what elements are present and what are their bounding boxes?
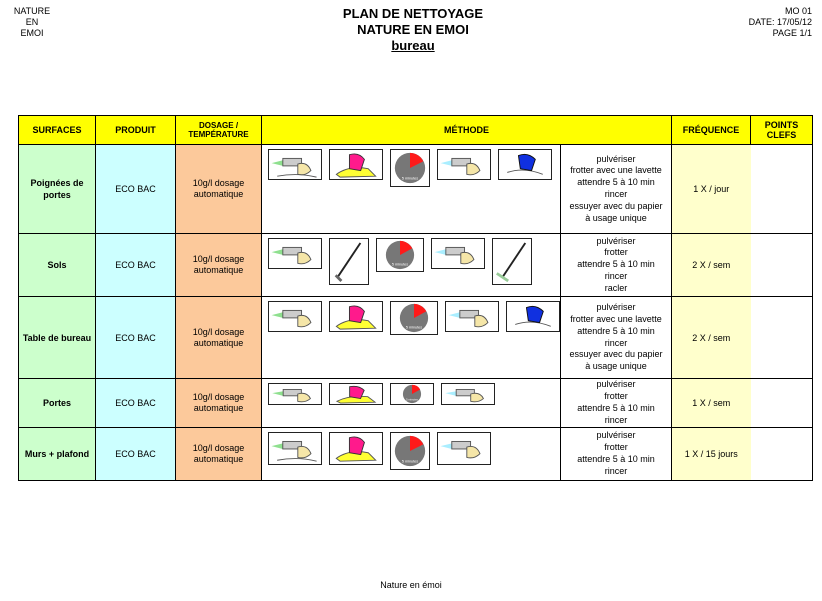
method-text bbox=[561, 234, 672, 297]
method-step: frotter bbox=[604, 442, 628, 453]
col-points: POINTS CLEFS bbox=[751, 116, 813, 145]
method-step: rincer bbox=[604, 337, 628, 348]
table-row bbox=[19, 428, 813, 481]
surface-cell: Murs + plafond bbox=[19, 428, 96, 481]
wipe-cloth-icon bbox=[329, 383, 383, 405]
product-cell: ECO BAC bbox=[96, 297, 176, 379]
company-line: EN bbox=[25, 17, 39, 27]
doc-page: PAGE 1/1 bbox=[772, 28, 812, 38]
method-text bbox=[561, 297, 672, 379]
method-text bbox=[561, 379, 672, 428]
doc-ref: MO 01 bbox=[784, 6, 812, 16]
title-line-3: bureau bbox=[391, 38, 435, 53]
product-cell: ECO BAC bbox=[96, 145, 176, 234]
company-line: EMOI bbox=[20, 28, 44, 38]
spray-icon bbox=[268, 432, 322, 465]
product-cell: ECO BAC bbox=[96, 379, 176, 428]
rinse-icon bbox=[431, 238, 485, 269]
surface-cell: Sols bbox=[19, 234, 96, 297]
method-step: frotter bbox=[604, 391, 628, 402]
timer-icon bbox=[390, 432, 430, 470]
col-dosage: DOSAGE / TEMPÉRATURE bbox=[176, 116, 262, 145]
method-icons bbox=[262, 297, 561, 379]
table-header-row bbox=[19, 116, 813, 145]
key-points-cell bbox=[751, 379, 813, 428]
method-icons bbox=[262, 379, 561, 428]
method-step: attendre 5 à 10 min bbox=[577, 325, 655, 336]
dosage-cell: 10g/l dosage automatique bbox=[176, 145, 262, 234]
key-points-cell bbox=[751, 428, 813, 481]
spray-icon bbox=[268, 301, 322, 332]
method-step: frotter avec une lavette bbox=[570, 313, 662, 324]
table-row bbox=[19, 297, 813, 379]
dosage-cell: 10g/l dosage automatique bbox=[176, 297, 262, 379]
company-line: NATURE bbox=[13, 6, 51, 16]
method-step: rincer bbox=[604, 189, 628, 199]
method-step: à usage unique bbox=[585, 361, 647, 372]
timer-icon bbox=[390, 383, 434, 405]
document-meta bbox=[749, 6, 812, 39]
squeegee-icon bbox=[492, 238, 532, 285]
spray-icon bbox=[268, 238, 322, 269]
method-step: essuyer avec du papier bbox=[569, 200, 663, 211]
spray-icon bbox=[268, 383, 322, 405]
table-row bbox=[19, 379, 813, 428]
col-produit: PRODUIT bbox=[96, 116, 176, 145]
surface-cell: Portes bbox=[19, 379, 96, 428]
dosage-cell: 10g/l dosage automatique bbox=[176, 234, 262, 297]
method-step: pulvériser bbox=[596, 302, 636, 313]
timer-icon bbox=[390, 149, 430, 187]
product-cell: ECO BAC bbox=[96, 428, 176, 481]
dosage-cell: 10g/l dosage automatique bbox=[176, 379, 262, 428]
title-line-2: NATURE EN EMOI bbox=[357, 22, 469, 37]
dosage-cell: 10g/l dosage automatique bbox=[176, 428, 262, 481]
timer-label: 5 minutes bbox=[406, 398, 418, 402]
paper-wipe-icon bbox=[498, 149, 552, 180]
rinse-icon bbox=[437, 432, 491, 465]
timer-label: 5 minutes bbox=[391, 262, 409, 267]
col-surfaces: SURFACES bbox=[19, 116, 96, 145]
surface-cell: Table de bureau bbox=[19, 297, 96, 379]
frequency-cell: 1 X / 15 jours bbox=[672, 428, 751, 481]
method-step: pulvériser bbox=[596, 379, 636, 390]
method-step: rincer bbox=[604, 414, 628, 425]
method-icons bbox=[262, 145, 561, 234]
method-text bbox=[561, 145, 672, 234]
wipe-cloth-icon bbox=[329, 432, 383, 465]
spray-icon bbox=[268, 149, 322, 180]
timer-icon bbox=[390, 301, 438, 335]
wipe-cloth-icon bbox=[329, 149, 383, 180]
doc-date: DATE: 17/05/12 bbox=[748, 17, 812, 27]
frequency-cell: 2 X / sem bbox=[672, 297, 751, 379]
method-icons bbox=[262, 234, 561, 297]
method-step: attendre 5 à 10 min bbox=[577, 454, 655, 464]
document-title bbox=[300, 6, 526, 54]
broom-icon bbox=[329, 238, 369, 285]
method-step: pulvériser bbox=[596, 430, 636, 441]
method-step: pulvériser bbox=[596, 153, 636, 164]
page-footer: Nature en émoi bbox=[380, 580, 442, 590]
method-icons bbox=[262, 428, 561, 481]
method-step: attendre 5 à 10 min bbox=[577, 403, 655, 413]
title-line-1: PLAN DE NETTOYAGE bbox=[342, 6, 484, 21]
product-cell: ECO BAC bbox=[96, 234, 176, 297]
col-methode: MÉTHODE bbox=[262, 116, 672, 145]
method-step: attendre 5 à 10 min bbox=[577, 259, 655, 270]
method-step: pulvériser bbox=[596, 235, 636, 246]
method-step: racler bbox=[604, 282, 628, 293]
paper-wipe-icon bbox=[506, 301, 560, 332]
rinse-icon bbox=[437, 149, 491, 180]
rinse-icon bbox=[445, 301, 499, 332]
method-step: frotter bbox=[604, 247, 628, 258]
table-row bbox=[19, 234, 813, 297]
key-points-cell bbox=[751, 145, 813, 234]
method-step: frotter avec une lavette bbox=[570, 165, 662, 176]
company-block bbox=[8, 6, 56, 39]
method-step: attendre 5 à 10 min bbox=[577, 177, 655, 188]
method-step: rincer bbox=[604, 270, 628, 281]
method-step: essuyer avec du papier bbox=[569, 349, 663, 360]
method-step: à usage unique bbox=[585, 212, 647, 223]
timer-icon bbox=[376, 238, 424, 272]
cleaning-plan-table bbox=[18, 115, 813, 481]
method-step: rincer bbox=[604, 465, 628, 476]
table-row bbox=[19, 145, 813, 234]
surface-cell: Poignées de portes bbox=[19, 145, 96, 234]
timer-label: 5 minutes bbox=[405, 325, 423, 330]
timer-label: 5 minutes bbox=[401, 176, 419, 181]
col-frequence: FRÉQUENCE bbox=[672, 116, 751, 145]
key-points-cell bbox=[751, 234, 813, 297]
key-points-cell bbox=[751, 297, 813, 379]
frequency-cell: 1 X / sem bbox=[672, 379, 751, 428]
frequency-cell: 1 X / jour bbox=[672, 145, 751, 234]
timer-label: 5 minutes bbox=[401, 459, 419, 464]
frequency-cell: 2 X / sem bbox=[672, 234, 751, 297]
wipe-cloth-icon bbox=[329, 301, 383, 332]
rinse-icon bbox=[441, 383, 495, 405]
method-text bbox=[561, 428, 672, 481]
